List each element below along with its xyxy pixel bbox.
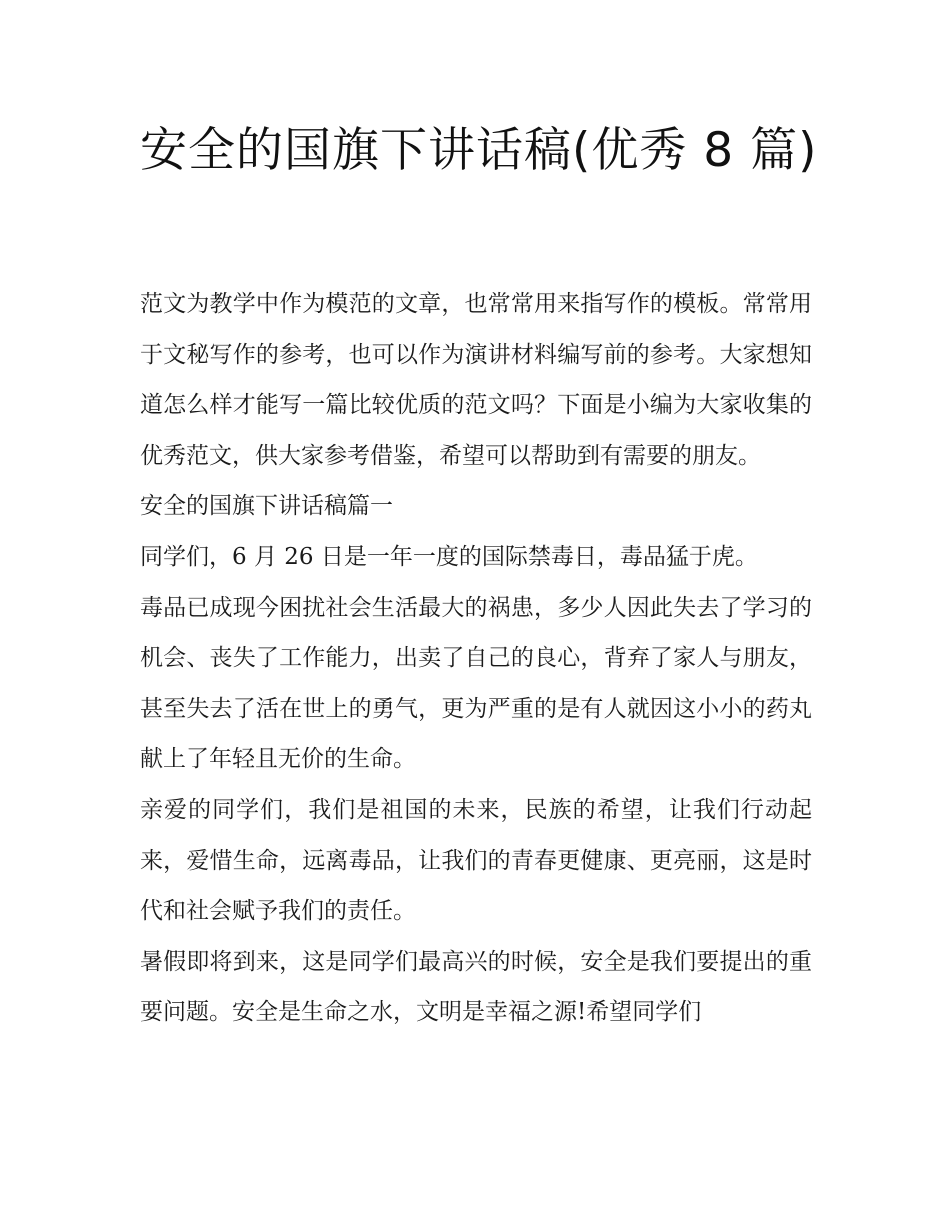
- paragraph: 亲爱的同学们，我们是祖国的未来，民族的希望，让我们行动起来，爱惜生命，远离毒品，让我们的青春更健康、更亮丽，这是时代和社会赋予我们的责任。: [140, 796, 812, 925]
- section-heading: 安全的国旗下讲话稿篇一: [140, 493, 393, 520]
- paragraph: 同学们，6 月 26 日是一年一度的国际禁毒日，毒品猛于虎。: [140, 543, 758, 570]
- document-title: 安全的国旗下讲话稿(优秀 8 篇): [140, 123, 818, 178]
- paragraph-intro: 范文为教学中作为模范的文章，也常常用来指写作的模板。常常用于文秘写作的参考，也可以作为演讲材料编写前的参考。大家想知道怎么样才能写一篇比较优质的范文吗？下面是小编为大家收集的优秀范文，供大家参考借鉴，希望可以帮助到有需要的朋友。: [140, 291, 812, 469]
- document-body: [140, 279, 812, 1038]
- paragraph: 暑假即将到来，这是同学们最高兴的时候，安全是我们要提出的重要问题。安全是生命之水，文明是幸福之源!希望同学们: [140, 948, 812, 1026]
- paragraph: 毒品已成现今困扰社会生活最大的祸患，多少人因此失去了学习的机会、丧失了工作能力，出卖了自己的良心，背弃了家人与朋友，甚至失去了活在世上的勇气，更为严重的是有人就因这小小的药丸献上了年轻且无价的生命。: [140, 594, 812, 773]
